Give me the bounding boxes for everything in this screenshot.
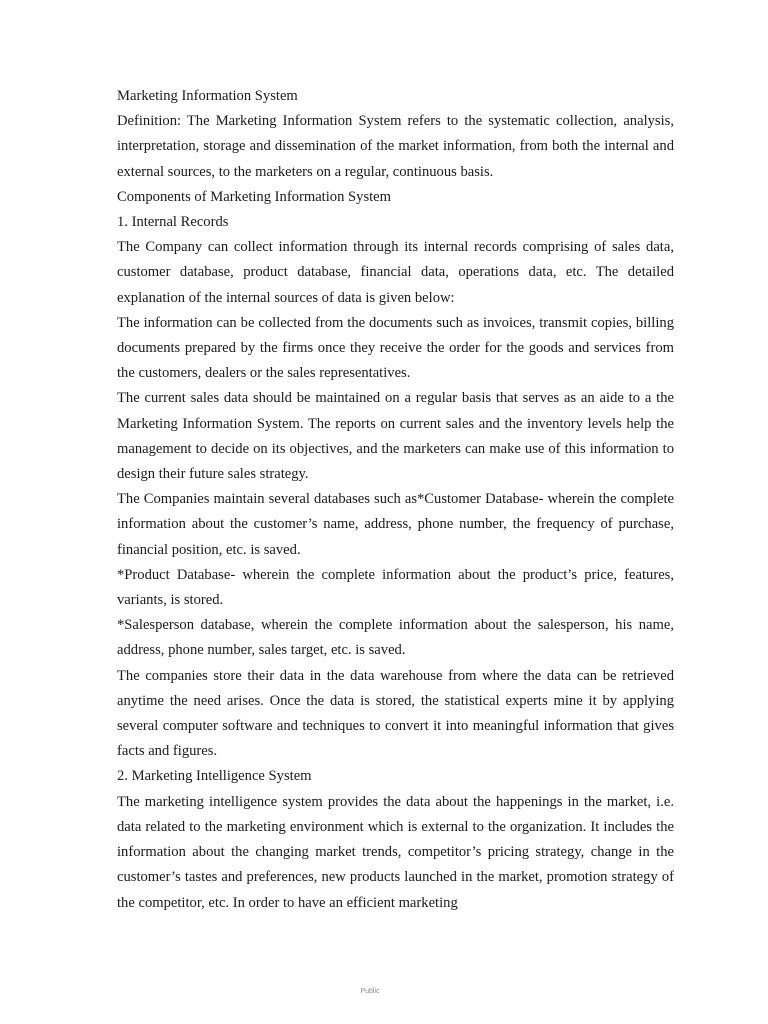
data-warehouse-paragraph: The companies store their data in the data warehouse from where the data can be retrieved anytime the need arises. Once the data is stored, the statistical experts mine it by applying several computer software and techniques to convert it into meaningful information that gives facts and figures.	[117, 667, 674, 760]
footer-classification-label: Public	[360, 988, 380, 995]
product-database-paragraph: *Product Database- wherein the complete information about the product’s price, features, variants, is stored.	[117, 566, 674, 609]
subheading-internal-records: 1. Internal Records	[117, 214, 229, 231]
section-heading-components: Components of Marketing Information System	[117, 188, 392, 205]
definition-paragraph: Definition: The Marketing Information System refers to the systematic collection, analysis, interpretation, storage and dissemination of the market information, from both the internal and external sources, to the marketers on a regular, continuous basis.	[117, 113, 674, 180]
document-body	[117, 84, 674, 916]
document-title: Marketing Information System	[117, 88, 298, 104]
salesperson-database-paragraph: *Salesperson database, wherein the complete information about the salesperson, his name, address, phone number, sales target, etc. is saved.	[117, 617, 674, 659]
internal-records-paragraph: The Company can collect information through its internal records comprising of sales data, customer database, product database, financial data, operations data, etc. The detailed explanation of the internal sources of data is given below:	[117, 239, 674, 306]
subheading-marketing-intelligence: 2. Marketing Intelligence System	[117, 768, 312, 785]
databases-paragraph: The Companies maintain several databases such as*Customer Database- wherein the complete information about the customer’s name, address, phone number, the frequency of purchase, financial position, etc. is saved.	[117, 491, 674, 558]
sales-data-paragraph: The current sales data should be maintained on a regular basis that serves as an aide to a the Marketing Information System. The reports on current sales and the inventory levels help the management to decide on its objectives, and the marketers can make use of this information to design their future sales strategy.	[117, 390, 674, 483]
documents-paragraph: The information can be collected from the documents such as invoices, transmit copies, billing documents prepared by the firms once they receive the order for the goods and services from the customers, dealers or the sales representatives.	[117, 314, 674, 382]
marketing-intelligence-paragraph: The marketing intelligence system provides the data about the happenings in the market, i.e. data related to the marketing environment which is external to the organization. It includes the information about the changing market trends, competitor’s pricing strategy, change in the customer’s tastes and preferences, new products launched in the market, promotion strategy of the competitor, etc. In order to have an efficient marketing	[117, 793, 674, 911]
